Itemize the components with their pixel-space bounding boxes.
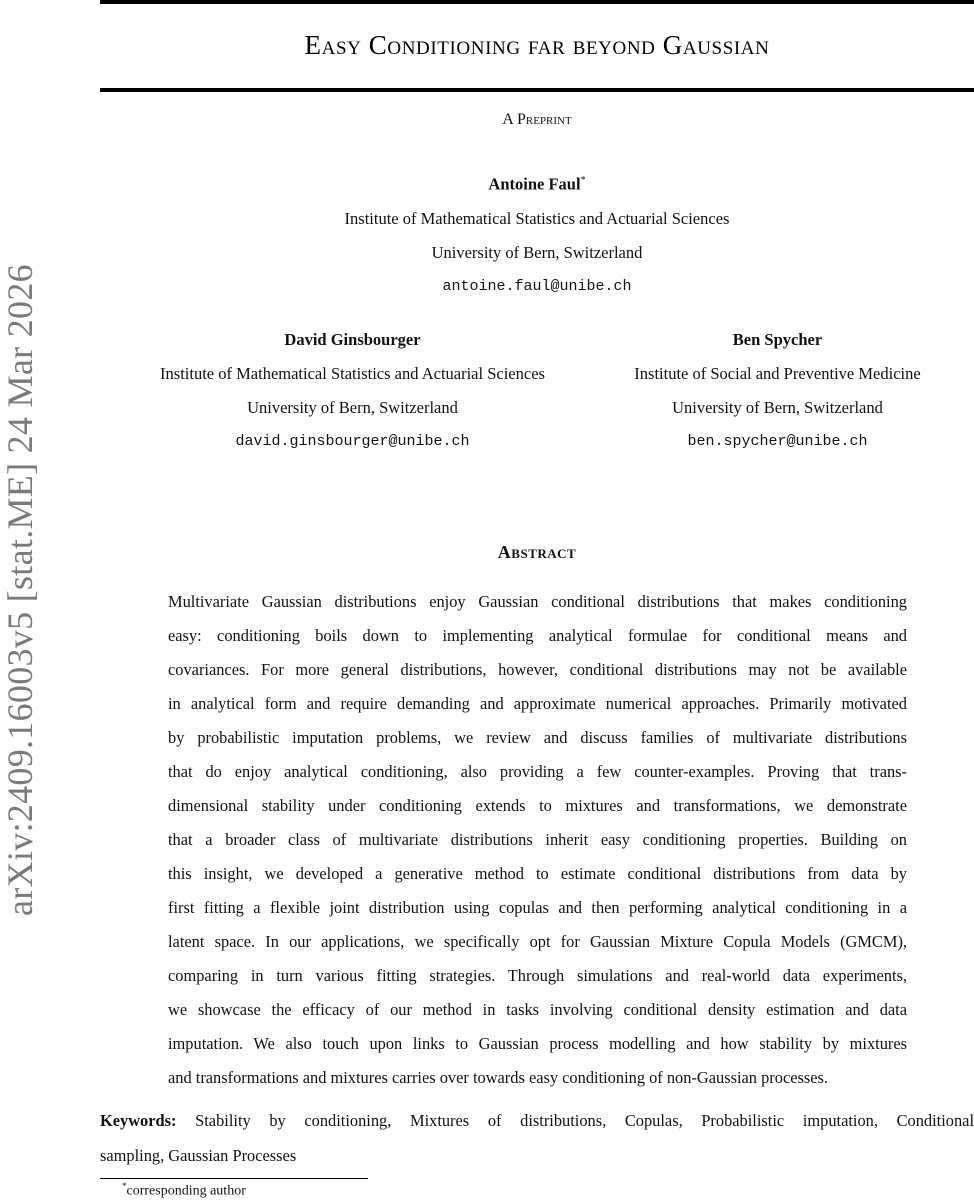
abstract-body xyxy=(168,585,907,1095)
keywords-line: sampling, Gaussian Processes xyxy=(100,1146,297,1165)
author-email[interactable]: ben.spycher@unibe.ch xyxy=(687,433,868,450)
abstract-line: in analytical form and require demanding and approximate numerical approaches. Primarily motivated xyxy=(168,694,907,713)
footnote-mark[interactable]: * xyxy=(580,175,586,186)
author-name: Antoine Faul* xyxy=(488,174,586,194)
paper-title: Easy Conditioning far beyond Gaussian xyxy=(304,30,770,60)
keywords-label: Keywords: xyxy=(100,1111,177,1130)
abstract-line: we showcase the efficacy of our method in tasks involving conditional density estimation and data xyxy=(168,1000,907,1019)
keywords-section xyxy=(100,1103,974,1173)
title-top-rule xyxy=(100,0,974,4)
abstract-line: first fitting a flexible joint distribution using copulas and then performing analytical conditioning in a xyxy=(168,898,907,917)
abstract-line: that a broader class of multivariate distributions inherit easy conditioning properties. Building on xyxy=(168,830,907,849)
title-bottom-rule xyxy=(100,88,974,92)
author-block-ginsbourger xyxy=(120,323,585,459)
abstract-line: imputation. We also touch upon links to Gaussian process modelling and how stability by mixtures xyxy=(168,1034,907,1053)
author-email[interactable]: david.ginsbourger@unibe.ch xyxy=(235,433,470,450)
author-affiliation: Institute of Mathematical Statistics and Actuarial Sciences xyxy=(160,364,545,383)
abstract-line: covariances. For more general distributions, however, conditional distributions may not be available xyxy=(168,660,907,679)
author-email[interactable]: antoine.faul@unibe.ch xyxy=(442,277,632,295)
abstract-line: by probabilistic imputation problems, we review and discuss families of multivariate distributions xyxy=(168,728,907,747)
author-affiliation: Institute of Mathematical Statistics and Actuarial Sciences xyxy=(344,208,730,228)
keywords-line xyxy=(100,1103,974,1138)
author-institution: University of Bern, Switzerland xyxy=(672,398,883,417)
keywords-text: Stability by conditioning, Mixtures of distributions, Copulas, Probabilistic imputation, Conditional xyxy=(176,1111,974,1130)
author-affiliation: Institute of Social and Preventive Medicine xyxy=(634,364,921,383)
author-institution: University of Bern, Switzerland xyxy=(247,398,458,417)
author-block-spycher xyxy=(600,323,955,459)
footnote xyxy=(122,1181,246,1200)
abstract-line: dimensional stability under conditioning extends to mixtures and transformations, we demonstrate xyxy=(168,796,907,815)
abstract-heading: Abstract xyxy=(497,542,577,562)
author-block-faul xyxy=(100,164,974,304)
abstract-line: that do enjoy analytical conditioning, also providing a few counter-examples. Proving that trans- xyxy=(168,762,907,781)
author-name: David Ginsbourger xyxy=(284,330,421,349)
arxiv-identifier-text: arXiv:2409.16003v5 [stat.ME] 24 Mar 2026 xyxy=(0,263,41,916)
preprint-label: A Preprint xyxy=(502,111,572,128)
abstract-line: latent space. In our applications, we specifically opt for Gaussian Mixture Copula Models (GMCM), xyxy=(168,932,907,951)
footnote-mark: * xyxy=(122,1181,127,1191)
abstract-line: comparing in turn various fitting strategies. Through simulations and real-world data experiments, xyxy=(168,966,907,985)
arxiv-identifier-stamp xyxy=(0,247,40,932)
author-name: Ben Spycher xyxy=(732,330,823,349)
abstract-line: Multivariate Gaussian distributions enjoy Gaussian conditional distributions that makes conditioning xyxy=(168,592,907,611)
author-institution: University of Bern, Switzerland xyxy=(431,242,643,262)
footnote-text: corresponding author xyxy=(126,1183,246,1199)
abstract-line: this insight, we developed a generative method to estimate conditional distributions from data by xyxy=(168,864,907,883)
footnote-divider xyxy=(100,1178,368,1179)
abstract-line: easy: conditioning boils down to implementing analytical formulae for conditional means and xyxy=(168,626,907,645)
abstract-line: and transformations and mixtures carries over towards easy conditioning of non-Gaussian processes. xyxy=(168,1068,829,1087)
